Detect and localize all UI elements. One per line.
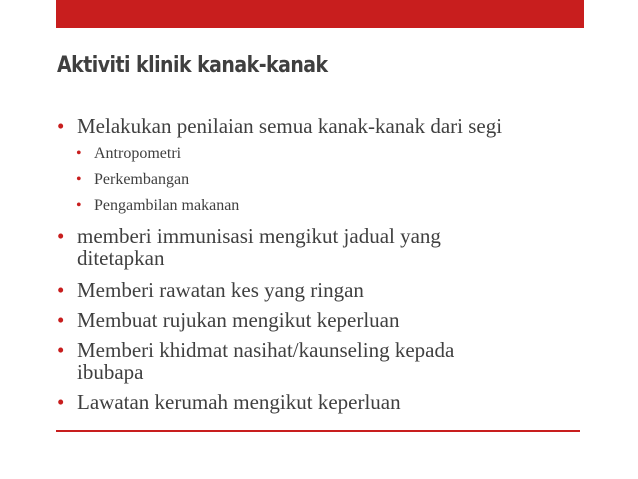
- bullet-marker: •: [57, 308, 65, 332]
- bullet-text: ditetapkan: [77, 246, 165, 270]
- bullet-marker: •: [57, 224, 65, 248]
- bullet-marker: •: [76, 171, 82, 188]
- bullet-marker: •: [57, 338, 65, 362]
- bullet-marker: •: [76, 145, 82, 162]
- bullet-marker: •: [76, 197, 82, 214]
- slide-title: Aktiviti klinik kanak-kanak: [57, 53, 328, 78]
- bullet-text: memberi immunisasi mengikut jadual yang: [77, 224, 441, 248]
- top-accent-bar: [56, 0, 584, 28]
- bullet-text: Membuat rujukan mengikut keperluan: [77, 308, 400, 332]
- bullet-text: Pengambilan makanan: [94, 197, 240, 214]
- bullet-text: Lawatan kerumah mengikut keperluan: [77, 390, 401, 414]
- bullet-text: Memberi khidmat nasihat/kaunseling kepada: [77, 338, 455, 362]
- bullet-marker: •: [57, 390, 65, 414]
- bullet-text: Melakukan penilaian semua kanak-kanak dari segi: [77, 114, 503, 138]
- bullet-marker: •: [57, 114, 65, 138]
- bullet-marker: •: [57, 278, 65, 302]
- bottom-divider: [56, 430, 580, 432]
- bullet-text: ibubapa: [77, 360, 144, 384]
- bullet-text: Perkembangan: [94, 171, 190, 188]
- bullet-text: Memberi rawatan kes yang ringan: [77, 278, 364, 302]
- bullet-text: Antropometri: [94, 145, 182, 162]
